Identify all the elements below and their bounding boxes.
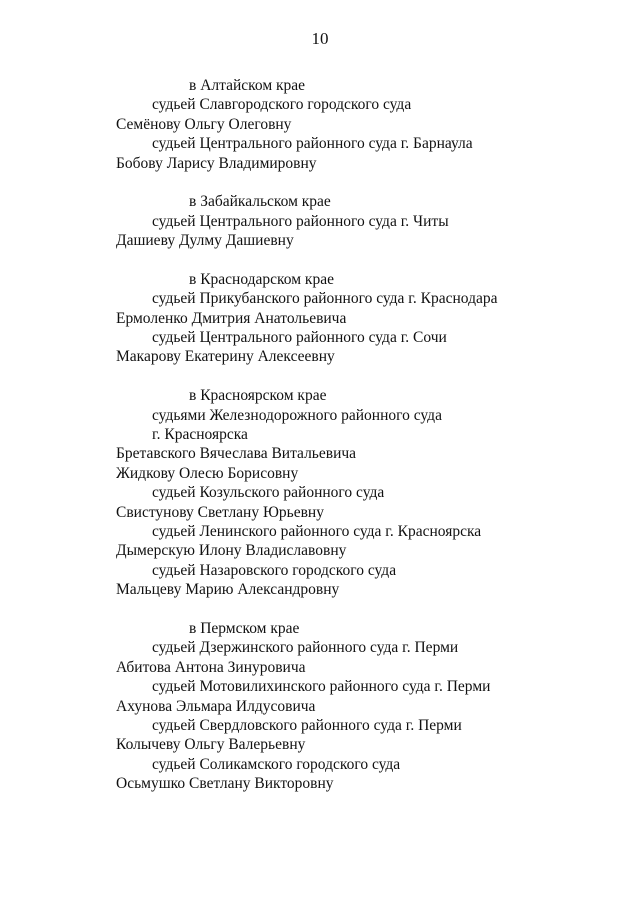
region-heading: в Пермском крае [189,619,300,637]
region-heading: в Красноярском крае [189,387,327,405]
court-line-continued: г. Красноярска [152,426,248,444]
court-line: судьей Центрального районного суда г. Сочи [152,329,447,347]
judge-name: Свистунову Светлану Юрьевну [116,503,324,521]
judge-name: Осьмушко Светлану Викторовну [116,775,334,793]
region-heading: в Алтайском крае [189,77,306,94]
court-line: судьей Свердловского районного суда г. Перми [152,716,462,734]
judge-name: Жидкову Олесю Борисовну [116,464,299,482]
judge-name: Макарову Екатерину Алексеевну [116,348,335,366]
court-line: судьями Железнодорожного районного суда [152,406,442,424]
section-gap [116,173,616,192]
judge-name: Дашиеву Дулму Дашиевну [116,232,294,250]
region-heading: в Краснодарском крае [189,270,334,288]
judge-name: Мальцеву Марию Александровну [116,581,340,599]
court-line: судьей Ленинского районного суда г. Красноярска [152,522,482,540]
region-heading: в Забайкальском крае [189,193,331,211]
court-line: судьей Козульского районного суда [152,484,385,502]
judge-name: Дымерскую Илону Владиславовну [116,542,347,560]
court-line: судьей Центрального районного суда г. Читы [152,212,449,230]
judge-name: Колычеву Ольгу Валерьевну [116,736,306,754]
court-line: судьей Прикубанского районного суда г. Краснодара [152,290,498,308]
judge-name: Ермоленко Дмитрия Анатольевича [116,309,347,327]
court-line: судьей Мотовилихинского районного суда г. Перми [152,678,491,696]
judge-name: Бобову Ларису Владимировну [116,154,317,172]
section-gap [116,251,616,270]
page-number: 10 [311,29,329,48]
court-line: судьей Назаровского городского суда [152,561,397,579]
court-line: судьей Соликамского городского суда [152,755,401,773]
appointments-list [116,76,616,793]
court-line: судьей Славгородского городского суда [152,96,412,114]
section-gap [116,600,616,619]
court-line: судьей Центрального районного суда г. Барнаула [152,135,473,153]
judge-name: Семёнову Ольгу Олеговну [116,115,292,133]
judge-name: Абитова Антона Зинуровича [116,658,306,676]
court-line: судьей Дзержинского районного суда г. Перми [152,639,459,657]
judge-name: Бретавского Вячеслава Витальевича [116,445,357,463]
judge-name: Ахунова Эльмара Илдусовича [116,697,316,715]
section-gap [116,367,616,386]
